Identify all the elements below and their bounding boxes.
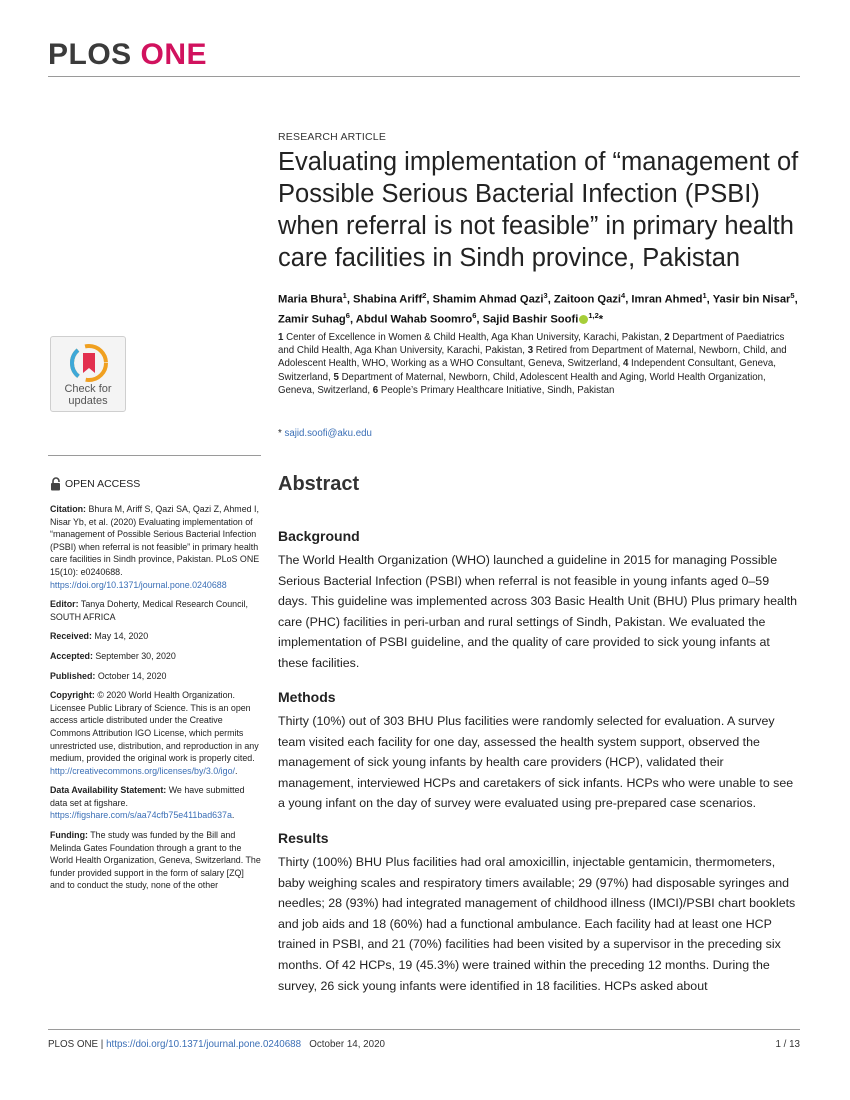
affiliation-text: Independent Consultant, Geneva, Switzerland, [278,358,776,383]
background-heading: Background [278,528,360,544]
received-label: Received: [50,631,92,642]
affiliation-text: Department of Paediatrics and Child Health, Aga Khan University, Karachi, Pakistan, [278,332,785,357]
author-name[interactable]: Sajid Bashir Soofi [482,313,579,326]
funding-text: The study was funded by the Bill and Melinda Gates Foundation through a grant to the World Health Organization, Geneva, Switzerland. The funder provided support in the form of salary [ZQ] and to conduct the study, none of the other [50,830,261,891]
methods-text: Thirty (10%) out of 303 BHU Plus facilities were randomly selected for evaluation. A survey team visited each facility for one day, assessed the health system support, observed the management of sick young infants by health care providers (HCP), validated their management, interviewed HCPs and caretakers of sick infants. HCPs who were unable to see a young infant on the day of survey were evaluated using pre-prepared case scenarios. [278,714,794,811]
footer-doi-link[interactable]: https://doi.org/10.1371/journal.pone.0240688 [106,1039,302,1050]
citation-label: Citation: [50,504,86,514]
affiliation-text: Department of Maternal, Newborn, Child, Adolescent Health and Aging, World Health Organization, Geneva, Switzerland, [278,371,766,396]
citation-block [50,503,261,591]
editor-label: Editor: [50,599,79,610]
journal-logo[interactable] [48,38,207,72]
author-affiliation-sup: 1,2 [588,311,599,321]
published-label: Published: [50,670,96,681]
results-section [278,830,800,996]
author-name[interactable]: Maria Bhura [278,293,343,306]
affiliation-text: Center of Excellence in Women & Child Health, Aga Khan University, Karachi, Pakistan, [286,332,665,343]
correspondence-email-link[interactable]: sajid.soofi@aku.edu [284,428,372,439]
author-name[interactable]: Imran Ahmed [631,293,703,306]
author-affiliation-sup: 6 [472,311,477,321]
data-availability-block [50,784,261,822]
data-availability-label: Data Availability Statement: [50,785,167,796]
page-number: 1 / 13 [775,1039,800,1050]
author-name[interactable]: Yasir bin Nisar [712,293,791,306]
badge-line-1: Check for [64,383,112,395]
data-availability-text: We have submitted data set at figshare. [50,785,245,808]
editor-text: Tanya Doherty, Medical Research Council, SOUTH AFRICA [50,599,248,622]
copyright-text: © 2020 World Health Organization. Licensee Public Library of Science. This is an open access article distributed under the Creative Commons Attribution IGO License, which permits unrestricted use, distribution, and reproduction in any medium, provided the original work is properly cited. [50,690,259,764]
figshare-link[interactable]: https://figshare.com/s/aa74cfb75e411bad637a [50,810,232,821]
author-separator: , [625,293,632,306]
article-title: Evaluating implementation of “management of Possible Serious Bacterial Infection (PSBI) when referral is not feasible” in primary health care facilities in Sindh province, Pakistan [278,148,799,272]
open-lock-icon [50,477,61,491]
badge-line-2: updates [68,395,108,407]
correspondence [278,428,372,439]
author-affiliation-sup: 3 [543,291,548,300]
author-affiliation-sup: 6 [345,311,350,321]
article-metadata-sidebar [50,503,261,899]
author-name[interactable]: Shabina Ariff [353,293,423,306]
author-separator: , [349,313,356,326]
page-footer [48,1039,800,1050]
background-text: The World Health Organization (WHO) launched a guideline in 2015 for managing Possible Serious Bacterial Infection (PSBI) when referral is not feasible in young infants aged 0–59 days. This guideline was implemented across 303 Basic Health Unit (BHU) Plus primary health care (PHC) facilities in peri-urban and rural settings of Sindh, Pakistan. We evaluated the implementation of PSBI guideline, and the quality of care provided to sick young infants at these facilities. [278,553,798,670]
bookmark-ribbon-icon [69,343,109,383]
open-access-label: OPEN ACCESS [65,478,141,490]
author-separator: , [794,293,798,306]
author-affiliation-sup: 1 [342,291,347,300]
author-list [278,288,798,328]
published-date: October 14, 2020 [95,670,167,681]
funding-label: Funding: [50,830,88,841]
affiliation-number: 4 [622,358,629,370]
copyright-end: . [234,765,238,776]
footer-journal: PLOS ONE | [48,1039,107,1050]
open-access-indicator [50,477,140,491]
author-separator: , [426,293,433,306]
results-text: Thirty (100%) BHU Plus facilities had oral amoxicillin, injectable gentamicin, thermometers, baby weighing scales and respiratory timers available; 29 (97%) had disposable syringes and needles; 28 (93%) had integrated management of childhood illness (IMCI)/PSBI chart booklets and job aids and 18 (60%) had a functional ambulance. Each facility had at least one HCP trained in PSBI, and 21 (70%) facilities had been visited by a supervisor in the preceding six months. Of 42 HCPs, 19 (45.3%) were trained within the preceding 12 months. During the survey, 26 sick young infants were identified in 18 facilities. HCPs asked about [278,855,796,993]
author-affiliation-sup: 1 [702,291,707,300]
copyright-block [50,689,261,777]
author-affiliation-sup: 4 [621,291,626,300]
citation-doi-link[interactable]: https://doi.org/10.1371/journal.pone.0240688 [50,579,227,590]
author-affiliation-sup: 2 [422,291,427,300]
author-separator: * [598,313,604,326]
affiliation-number: 2 [664,332,670,343]
affiliation-number: 1 [278,332,284,343]
citation-text: Bhura M, Ariff S, Qazi SA, Qazi Z, Ahmed I, Nisar Yb, et al. (2020) Evaluating implementation of “management of Possible Serious Bacterial Infection (PSBI) when referral is not feasible” in primary health care facilities in Sindh province, Pakistan. PLoS ONE 15(10): e0240688. [50,504,260,577]
sidebar-divider [48,455,261,456]
methods-section [278,689,800,814]
footer-date: October 14, 2020 [301,1039,385,1050]
data-availability-end: . [231,810,235,821]
affiliations [278,331,798,397]
article-type: RESEARCH ARTICLE [278,131,387,143]
orcid-icon[interactable] [579,315,588,324]
journal-logo-plos: PLOS [48,38,132,71]
affiliation-text: People’s Primary Healthcare Initiative, Sindh, Pakistan [380,384,615,396]
author-name[interactable]: Zaitoon Qazi [553,293,622,306]
author-separator: , [547,293,554,306]
accepted-block [50,650,261,663]
received-date: May 14, 2020 [91,631,149,642]
footer-divider [48,1029,800,1030]
author-affiliation-sup: 5 [790,291,795,300]
results-heading: Results [278,830,329,846]
received-block [50,630,261,643]
correspondence-marker: * [278,428,285,439]
methods-heading: Methods [278,689,336,705]
header-divider [48,76,800,77]
affiliation-number: 5 [333,371,339,383]
copyright-label: Copyright: [50,690,95,701]
author-separator: , [476,313,483,326]
funding-block [50,829,261,892]
affiliation-number: 3 [527,345,534,357]
affiliation-text: Retired from Department of Maternal, Newborn, Child, and Adolescent Health, WHO, Working as a WHO Consultant, Geneva, Switzerland, [278,345,787,370]
accepted-date: September 30, 2020 [92,650,176,661]
journal-logo-one: ONE [140,38,208,71]
abstract-heading: Abstract [278,473,360,495]
background-section [278,528,800,674]
check-for-updates-button[interactable] [50,336,126,412]
check-for-updates-label [51,383,125,407]
published-block [50,670,261,683]
author-separator: , [706,293,713,306]
author-name[interactable]: Abdul Wahab Soomro [355,313,473,326]
license-link[interactable]: http://creativecommons.org/licenses/by/3.0/igo/ [50,765,235,776]
accepted-label: Accepted: [50,650,93,661]
editor-block [50,598,261,623]
author-name[interactable]: Shamim Ahmad Qazi [432,293,544,306]
affiliation-number: 6 [372,384,379,396]
author-separator: , [346,293,354,306]
author-name[interactable]: Zamir Suhag [278,313,346,326]
